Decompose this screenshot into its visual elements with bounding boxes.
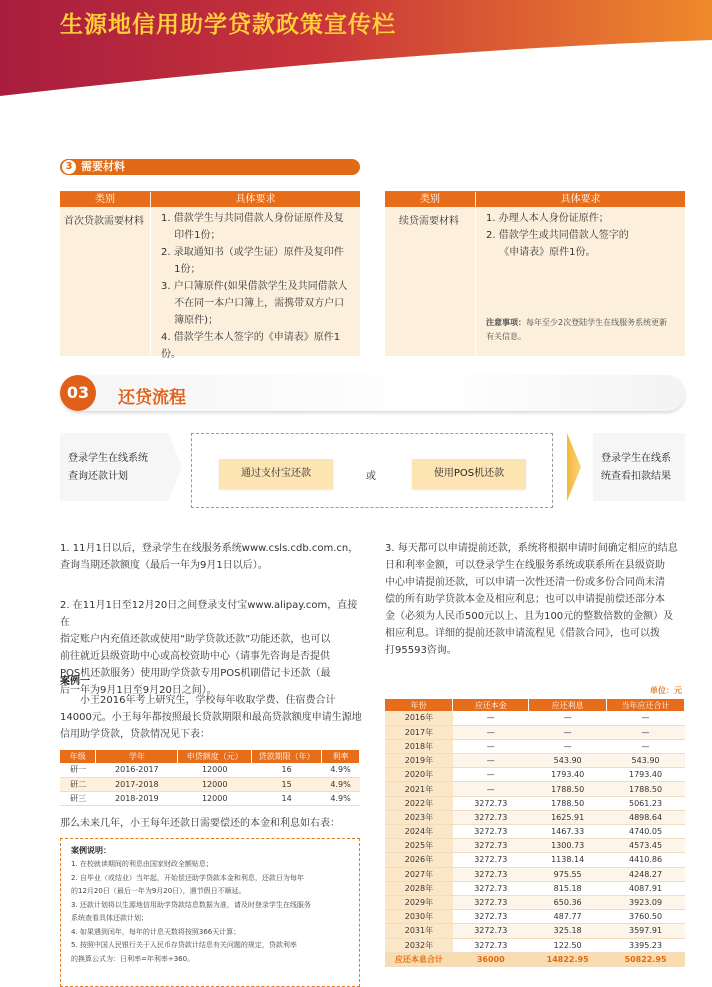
table-cell: 543.90 — [529, 754, 607, 768]
header-category: 类别 — [385, 192, 475, 207]
table-cell: 3272.73 — [453, 881, 529, 895]
flow-step-login — [60, 433, 168, 501]
total-row — [385, 952, 685, 966]
table-cell: 543.90 — [607, 754, 685, 768]
table-cell: 2030年 — [385, 910, 453, 924]
table-row — [385, 839, 685, 853]
col-header: 贷款期限（年） — [252, 750, 322, 763]
table-cell: 1793.40 — [607, 768, 685, 782]
col-header: 当年应还合计 — [607, 699, 685, 711]
note-text: 有关信息。 — [486, 332, 526, 341]
table-cell: 3272.73 — [453, 867, 529, 881]
flow-text: 登录学生在线系统 — [68, 453, 148, 464]
loan-table — [60, 750, 360, 806]
table-cell: 2031年 — [385, 924, 453, 938]
table-row — [385, 810, 685, 824]
requirement-line: 1份； — [161, 264, 201, 275]
table-cell: 1625.91 — [529, 810, 607, 824]
total-cell: 应还本息合计 — [385, 952, 453, 966]
explanation-line: 的换算公式为：日利率=年利率÷360。 — [71, 954, 195, 963]
category-first-loan: 首次贷款需要材料 — [64, 216, 144, 227]
table-cell: 325.18 — [529, 924, 607, 938]
table-cell: 815.18 — [529, 881, 607, 895]
requirement-line: 簿原件)； — [161, 315, 219, 326]
table-cell: — — [453, 725, 529, 739]
table-cell: 3597.91 — [607, 924, 685, 938]
table-row — [60, 763, 360, 777]
flow-step-result — [593, 433, 685, 501]
table-cell: 研一 — [60, 763, 96, 777]
step-paragraph: 2. 在11月1日至12月20日之间登录支付宝www.alipay.com，直接在 指定账户内充值还款或使用“助学贷款还款”功能还款，也可以 前往就近县级资助中心或高校资助中心（请事先咨询是否提供 POS机还款服务）使用助学贷款专用POS机刷借记卡还款（最 后一年为9月1日至9月20日之间）。 — [60, 600, 358, 696]
table-cell: 2020年 — [385, 768, 453, 782]
table-cell: 1793.40 — [529, 768, 607, 782]
repay-section-number: 03 — [60, 375, 96, 411]
table-row — [60, 791, 360, 805]
renew-loan-materials-table — [385, 191, 685, 356]
flow-text: 查询还款计划 — [68, 471, 128, 482]
table-row — [385, 782, 685, 796]
table-cell: 1300.73 — [529, 839, 607, 853]
header-requirement: 具体要求 — [151, 192, 360, 207]
flow-text: 登录学生在线系 — [601, 453, 671, 464]
table-cell: 4573.45 — [607, 839, 685, 853]
col-header: 学年 — [96, 750, 178, 763]
table-row — [385, 725, 685, 739]
table-cell: 12000 — [178, 763, 252, 777]
requirement-line: 2. 借款学生或共同借款人签字的 — [486, 230, 629, 241]
table-cell: 975.55 — [529, 867, 607, 881]
table-cell: 2018-2019 — [96, 791, 178, 805]
table-cell: — — [607, 711, 685, 725]
table-cell: — — [453, 782, 529, 796]
table-cell: 2016-2017 — [96, 763, 178, 777]
table-row — [385, 739, 685, 753]
section-title: 需要材料 — [81, 160, 125, 173]
table-cell: 14 — [252, 791, 322, 805]
table-cell: 研二 — [60, 777, 96, 791]
table-cell: 4248.27 — [607, 867, 685, 881]
requirement-line: 印件1份； — [161, 230, 221, 241]
table-cell: 1788.50 — [529, 796, 607, 810]
table-cell: 2026年 — [385, 853, 453, 867]
requirement-line: 1. 借款学生与共同借款人身份证原件及复 — [161, 213, 344, 224]
table-cell: 3272.73 — [453, 853, 529, 867]
explanation-line: 的12月20日（最后一年为9月20日），遇节假日不顺延。 — [71, 887, 246, 895]
table-cell: 12000 — [178, 791, 252, 805]
table-row — [385, 881, 685, 895]
option-pos: 使用POS机还款 — [412, 459, 526, 489]
chevron-right-icon — [567, 433, 581, 501]
explanation-line: 2. 自毕业（或结业）当年起，开始偿还助学贷款本金和利息，还款日为每年 — [71, 873, 304, 882]
table-cell: 2017年 — [385, 725, 453, 739]
table-row — [385, 867, 685, 881]
case-explanation-box — [60, 838, 360, 987]
table-cell: 3395.23 — [607, 938, 685, 952]
banner — [0, 0, 712, 96]
table-cell: 2019年 — [385, 754, 453, 768]
explanation-line: 5. 按照中国人民银行关于人民币存贷款计结息有关问题的规定，贷款利率 — [71, 941, 297, 949]
table-row — [385, 924, 685, 938]
table-cell: — — [529, 711, 607, 725]
table-cell: 2016年 — [385, 711, 453, 725]
table-cell: 2027年 — [385, 867, 453, 881]
renew-loan-requirements — [486, 210, 681, 261]
table-cell: 3272.73 — [453, 895, 529, 909]
table-cell: 4.9% — [322, 763, 360, 777]
explanation-line: 3. 还款计划将以生源地信用助学贷款结息数据为准，请及时登录学生在线服务 — [71, 900, 311, 909]
table-cell: 3760.50 — [607, 910, 685, 924]
or-label: 或 — [366, 471, 376, 482]
table-cell: 3272.73 — [453, 924, 529, 938]
requirement-line: 3. 户口簿原件(如果借款学生及共同借款人 — [161, 281, 348, 292]
table-row — [385, 768, 685, 782]
requirement-line: 不在同一本户口簿上，需携带双方户口 — [161, 298, 345, 309]
table-cell: 1467.33 — [529, 825, 607, 839]
explanation-line: 4. 如果遇到闰年，每年的计息天数将按照366天计算； — [71, 927, 241, 936]
step-paragraph: 1. 11月1日以后，登录学生在线服务系统www.csls.cdb.com.cn， 查询当期还款额度（最后一年为9月1日以后）。 — [60, 543, 359, 571]
col-header: 年级 — [60, 750, 96, 763]
table-row — [385, 825, 685, 839]
table-row — [385, 938, 685, 952]
table-cell: 4.9% — [322, 777, 360, 791]
chevron-right-icon — [168, 433, 182, 501]
explanation-line: 1. 在校就读期间的利息由国家财政全额贴息； — [71, 860, 213, 868]
renew-note — [486, 316, 681, 344]
table-cell: 研三 — [60, 791, 96, 805]
case-description: 小王2016年考上研究生，学校每年收取学费、住宿费合计14000元。小王每年都按照最长贷款期限和最高贷款额度申请生源地信用助学贷款，贷款情况见下表： — [60, 695, 362, 740]
col-header: 利率 — [322, 750, 360, 763]
requirement-line: 1. 办理人本人身份证原件； — [486, 213, 609, 224]
unit-label: 单位：元 — [650, 686, 682, 695]
flow-text: 统查看扣款结果 — [601, 471, 671, 482]
col-header: 应还本金 — [453, 699, 529, 711]
header-category: 类别 — [60, 192, 150, 207]
table-cell: 2023年 — [385, 810, 453, 824]
table-cell: 2018年 — [385, 739, 453, 753]
table-cell: 3272.73 — [453, 796, 529, 810]
first-loan-materials-table — [60, 191, 360, 360]
table-row — [60, 777, 360, 791]
table-cell: — — [453, 754, 529, 768]
explanation-line: 系统查看具体还款计划； — [71, 914, 148, 922]
table-cell: — — [607, 725, 685, 739]
requirement-line: 4. 借款学生本人签字的《申请表》原件1份。 — [161, 332, 341, 360]
note-label: 注意事项： — [486, 318, 526, 327]
table-row — [385, 711, 685, 725]
col-header: 申贷额度（元） — [178, 750, 252, 763]
table-cell: — — [529, 725, 607, 739]
table-cell: 12000 — [178, 777, 252, 791]
table-row — [385, 853, 685, 867]
table-cell: 2022年 — [385, 796, 453, 810]
table-row — [385, 910, 685, 924]
section-number: 3 — [62, 160, 76, 174]
table-cell: 4898.64 — [607, 810, 685, 824]
table-cell: 2021年 — [385, 782, 453, 796]
table-cell: 3272.73 — [453, 938, 529, 952]
total-cell: 50822.95 — [607, 952, 685, 966]
table-cell: 3923.09 — [607, 895, 685, 909]
table-cell: 15 — [252, 777, 322, 791]
requirement-line: 2. 录取通知书（或学生证）原件及复印件 — [161, 247, 344, 258]
table-cell: 4.9% — [322, 791, 360, 805]
table-cell: 4087.91 — [607, 881, 685, 895]
materials-section-header — [60, 159, 360, 175]
repay-section-title: 还贷流程 — [118, 388, 186, 408]
header-requirement: 具体要求 — [476, 192, 685, 207]
table-cell: — — [453, 739, 529, 753]
step-paragraph: 3. 每天都可以申请提前还款，系统将根据申请时间确定相应的结息 日和利率金额，可以登录学生在线服务系统或联系所在县级资助 中心申请提前还款，可以申请一次性还清一份或多份合同尚未清 偿的所有助学贷款本金及相应利息；也可以申请提前偿还部分本 金（必须为人民币500元以上、且为100元的整数倍数的金额）及 相应利息。详细的提前还款申请流程见《借款合同》，也可以拨 打95593咨询。 — [385, 543, 678, 656]
table-cell: 3272.73 — [453, 839, 529, 853]
table-cell: 3272.73 — [453, 810, 529, 824]
total-cell: 36000 — [453, 952, 529, 966]
total-cell: 14822.95 — [529, 952, 607, 966]
table-cell: 2029年 — [385, 895, 453, 909]
table-row — [385, 895, 685, 909]
table-cell: 1788.50 — [607, 782, 685, 796]
col-header: 应还利息 — [529, 699, 607, 711]
table-cell: 3272.73 — [453, 910, 529, 924]
table-cell: 2017-2018 — [96, 777, 178, 791]
table-cell: 4740.05 — [607, 825, 685, 839]
note-text: 每年至少2次登陆学生在线服务系统更新 — [526, 318, 668, 327]
category-renew-loan: 续贷需要材料 — [399, 216, 459, 227]
table-cell: 487.77 — [529, 910, 607, 924]
table-cell: 4410.86 — [607, 853, 685, 867]
table-cell: — — [453, 711, 529, 725]
table-cell: — — [529, 739, 607, 753]
table-cell: — — [607, 739, 685, 753]
table-cell: 3272.73 — [453, 825, 529, 839]
table-cell: 650.36 — [529, 895, 607, 909]
page-title: 生源地信用助学贷款政策宣传栏 — [60, 12, 396, 38]
table-row — [385, 796, 685, 810]
table-row — [385, 754, 685, 768]
repayment-schedule-table — [385, 699, 685, 967]
explanation-title: 案例说明： — [71, 846, 111, 855]
table-cell: 2032年 — [385, 938, 453, 952]
repay-steps-right — [385, 523, 690, 682]
table-cell: 5061.23 — [607, 796, 685, 810]
explanation-list — [71, 858, 356, 966]
table-cell: 2025年 — [385, 839, 453, 853]
table-cell: 2024年 — [385, 825, 453, 839]
option-alipay: 通过支付宝还款 — [219, 459, 333, 489]
table-cell: 1788.50 — [529, 782, 607, 796]
col-header: 年份 — [385, 699, 453, 711]
table-cell: 2028年 — [385, 881, 453, 895]
table-cell: — — [453, 768, 529, 782]
table-cell: 1138.14 — [529, 853, 607, 867]
requirement-line: 《申请表》原件1份。 — [486, 247, 596, 258]
table-cell: 16 — [252, 763, 322, 777]
case-followup-text: 那么未来几年，小王每年还款日需要偿还的本金和利息如右表： — [60, 818, 340, 829]
case-title: 案例一 — [60, 676, 90, 687]
first-loan-requirements — [161, 210, 356, 363]
table-cell: 122.50 — [529, 938, 607, 952]
